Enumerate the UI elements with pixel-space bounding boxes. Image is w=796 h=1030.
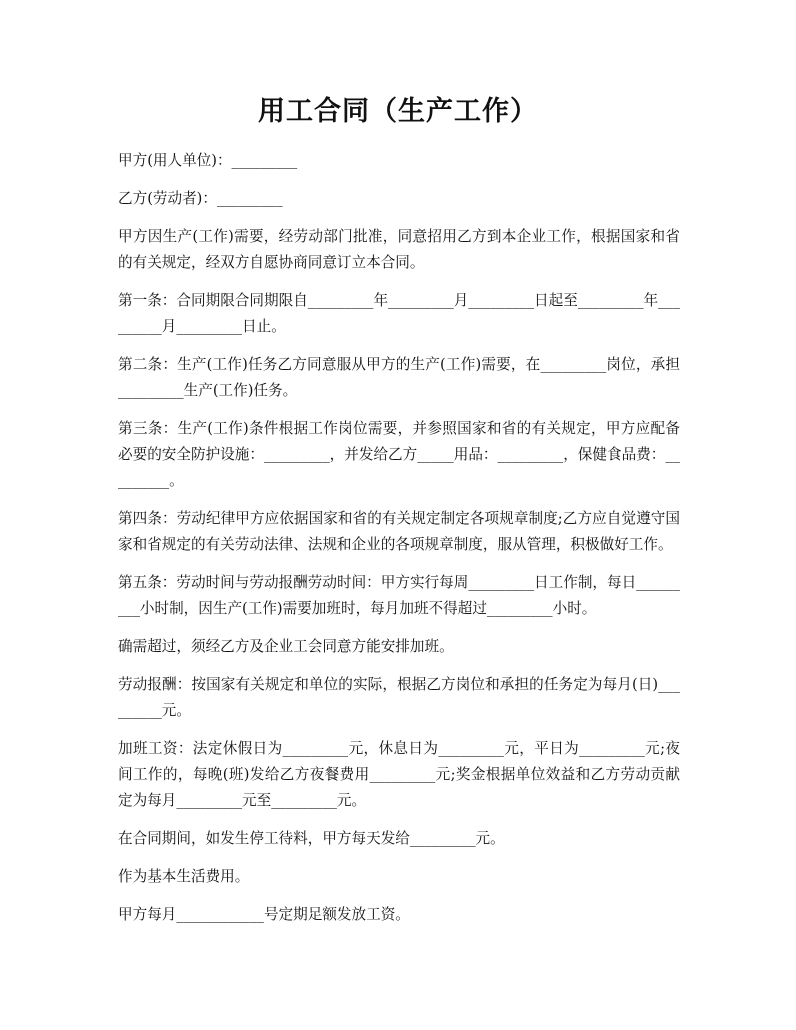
article-3-paragraph: 第三条：生产(工作)条件根据工作岗位需要，并参照国家和省的有关规定，甲方应配备必要的安全防护设施：_________，并发给乙方_____用品：_________，保健食品费：_________。 — [118, 420, 680, 489]
document-title: 用工合同（生产工作） — [258, 96, 538, 127]
living-expense-paragraph: 作为基本生活费用。 — [118, 868, 250, 885]
party-a-line: 甲方(用人单位)：_________ — [118, 152, 298, 169]
remuneration-paragraph: 劳动报酬：按国家有关规定和单位的实际，根据乙方岗位和承担的任务定为每月(日)_________元。 — [118, 676, 680, 719]
overtime-pay-paragraph: 加班工资：法定休假日为_________元，休息日为_________元，平日为_________元;夜间工作的，每晚(班)发给乙方夜餐费用_________元;奖金根据单位效益和乙方劳动贡献定为每月_________元至_________元。 — [118, 740, 680, 809]
article-4-paragraph: 第四条：劳动纪律甲方应依据国家和省的有关规定制定各项规章制度;乙方应自觉遵守国家和省规定的有关劳动法律、法规和企业的各项规章制度，服从管理，积极做好工作。 — [118, 510, 680, 553]
article-5-paragraph: 第五条：劳动时间与劳动报酬劳动时间：甲方实行每周_________日工作制，每日_________小时制，因生产(工作)需要加班时，每月加班不得超过_________小时。 — [118, 574, 680, 617]
article-2-paragraph: 第二条：生产(工作)任务乙方同意服从甲方的生产(工作)需要，在_________岗位，承担_________生产(工作)任务。 — [118, 356, 680, 399]
payday-paragraph: 甲方每月____________号定期足额发放工资。 — [118, 906, 410, 923]
article-1-paragraph: 第一条：合同期限合同期限自_________年_________月_________日起至_________年_________月_________日止。 — [118, 292, 680, 335]
overtime-approval-paragraph: 确需超过，须经乙方及企业工会同意方能安排加班。 — [118, 638, 454, 655]
preamble-paragraph: 甲方因生产(工作)需要，经劳动部门批准，同意招用乙方到本企业工作，根据国家和省的有关规定，经双方自愿协商同意订立本合同。 — [118, 228, 680, 271]
document-body — [118, 148, 680, 940]
party-b-line: 乙方(劳动者)：_________ — [118, 190, 283, 207]
work-stoppage-paragraph: 在合同期间，如发生停工待料，甲方每天发给_________元。 — [118, 830, 505, 847]
